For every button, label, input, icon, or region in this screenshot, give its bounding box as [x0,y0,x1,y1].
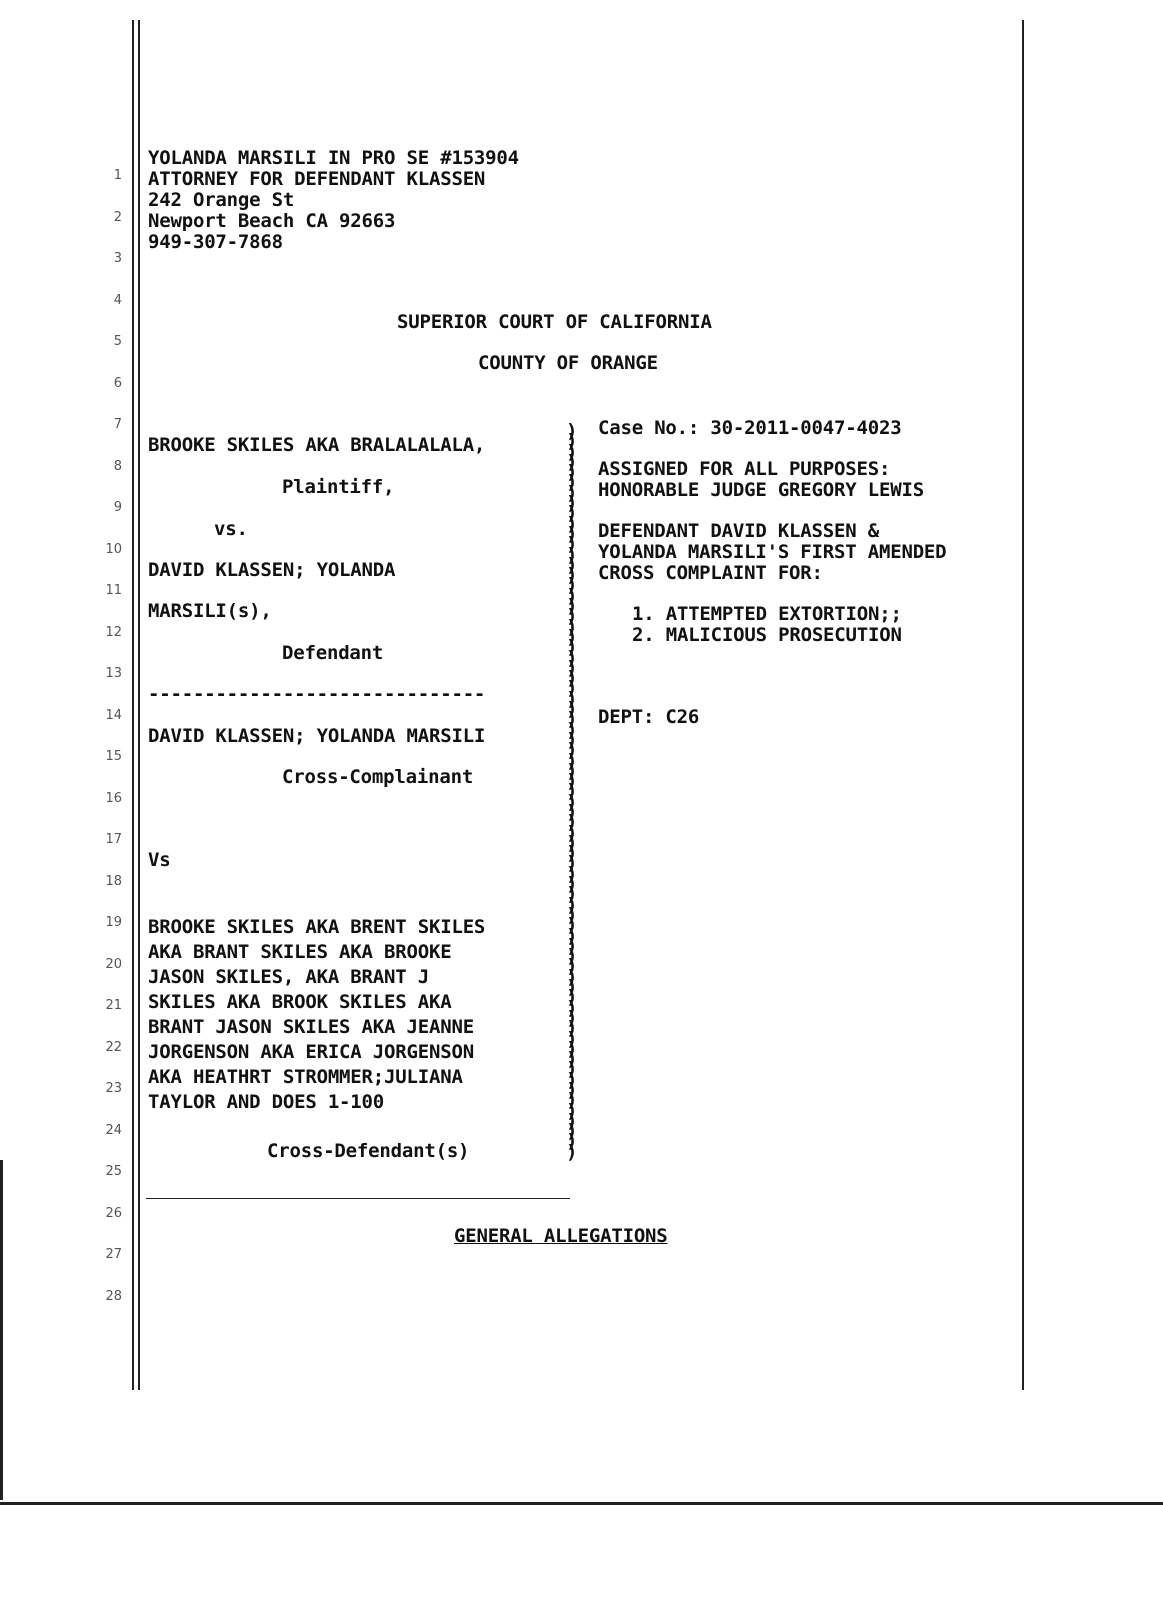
case-number: Case No.: 30-2011-0047-4023 [598,417,902,439]
cross-defendant-line: SKILES AKA BROOK SKILES AKA [148,991,452,1013]
line-number: 3 [113,251,122,266]
cross-defendant-line: JASON SKILES, AKA BRANT J [148,966,429,988]
line-number: 8 [113,459,122,474]
line-number: 12 [105,625,122,640]
document-title-line2: YOLANDA MARSILI'S FIRST AMENDED [598,541,947,563]
line-number: 23 [105,1081,122,1096]
line-number: 5 [113,334,122,349]
vs-label-2: Vs [148,849,171,871]
attorney-role: ATTORNEY FOR DEFENDANT KLASSEN [148,168,486,190]
left-margin-rule-inner [138,20,140,1390]
cross-defendant-line: AKA BRANT SKILES AKA BROOKE [148,941,452,963]
cross-defendant-line: TAYLOR AND DOES 1-100 [148,1091,385,1113]
line-number: 11 [105,583,122,598]
cause-of-action-1: 1. ATTEMPTED EXTORTION;; [632,603,902,625]
scan-edge-bottom [0,1502,1163,1505]
court-county: COUNTY OF ORANGE [478,352,658,374]
line-number: 2 [113,210,122,225]
line-number: 20 [105,957,122,972]
line-number: 4 [113,293,122,308]
department: DEPT: C26 [598,706,700,728]
attorney-street: 242 Orange St [148,189,295,211]
line-number: 24 [105,1123,122,1138]
section-heading: GENERAL ALLEGATIONS [454,1225,668,1247]
line-number: 21 [105,998,122,1013]
attorney-phone: 949-307-7868 [148,231,283,253]
line-number: 18 [105,874,122,889]
caption-bottom-rule [146,1198,570,1199]
line-number: 9 [113,500,122,515]
right-margin-rule [1022,20,1024,1390]
line-number: 14 [105,708,122,723]
cause-of-action-2: 2. MALICIOUS PROSECUTION [632,624,902,646]
attorney-name: YOLANDA MARSILI IN PRO SE #153904 [148,147,519,169]
scan-edge-left [0,1160,3,1500]
line-number: 13 [105,666,122,681]
court-name: SUPERIOR COURT OF CALIFORNIA [397,311,712,333]
caption-divider: ------------------------------ [148,683,486,705]
line-number: 28 [105,1289,122,1304]
cross-complainant-name: DAVID KLASSEN; YOLANDA MARSILI [148,725,486,747]
line-number: 7 [113,417,122,432]
line-number: 27 [105,1247,122,1262]
assignment-line2: HONORABLE JUDGE GREGORY LEWIS [598,479,924,501]
line-number: 22 [105,1040,122,1055]
plaintiff-name: BROOKE SKILES AKA BRALALALALA, [148,434,486,456]
line-number: 6 [113,376,122,391]
defendant-name-line1: DAVID KLASSEN; YOLANDA [148,559,396,581]
cross-defendant-line: JORGENSON AKA ERICA JORGENSON [148,1041,474,1063]
defendant-role: Defendant [282,642,384,664]
assignment-line1: ASSIGNED FOR ALL PURPOSES: [598,458,891,480]
document-title-line1: DEFENDANT DAVID KLASSEN & [598,520,879,542]
vs-label: vs. [214,518,248,540]
cross-defendant-role: Cross-Defendant(s) [267,1140,470,1162]
cross-complainant-role: Cross-Complainant [282,766,474,788]
cross-defendant-line: BROOKE SKILES AKA BRENT SKILES [148,916,486,938]
cross-defendant-line: BRANT JASON SKILES AKA JEANNE [148,1016,474,1038]
line-number: 19 [105,915,122,930]
attorney-city: Newport Beach CA 92663 [148,210,396,232]
defendant-name-line2: MARSILI(s), [148,600,272,622]
line-number: 15 [105,749,122,764]
cross-defendant-line: AKA HEATHRT STROMMER;JULIANA [148,1066,463,1088]
line-number: 16 [105,791,122,806]
line-number: 26 [105,1206,122,1221]
document-title-line3: CROSS COMPLAINT FOR: [598,562,823,584]
line-number: 10 [105,542,122,557]
left-margin-rule-outer [132,20,134,1390]
line-number: 17 [105,832,122,847]
line-number: 1 [113,168,122,183]
line-number: 25 [105,1164,122,1179]
plaintiff-role: Plaintiff, [282,476,395,498]
caption-paren-column: ) ) ) ) ) ) ) ) ) ) ) ) ) ) ) ) ) ) ) ) ) ) ) ) ) ) ) ) ) ) ) ) ) ) ) ) ) ) ) ) ) ) ) ) ) ) ) ) ) ) ) ) ) ) ) ) ) ) ) ) ) ) ) ) ) ) ) ) ) ) ) [566,420,578,1163]
